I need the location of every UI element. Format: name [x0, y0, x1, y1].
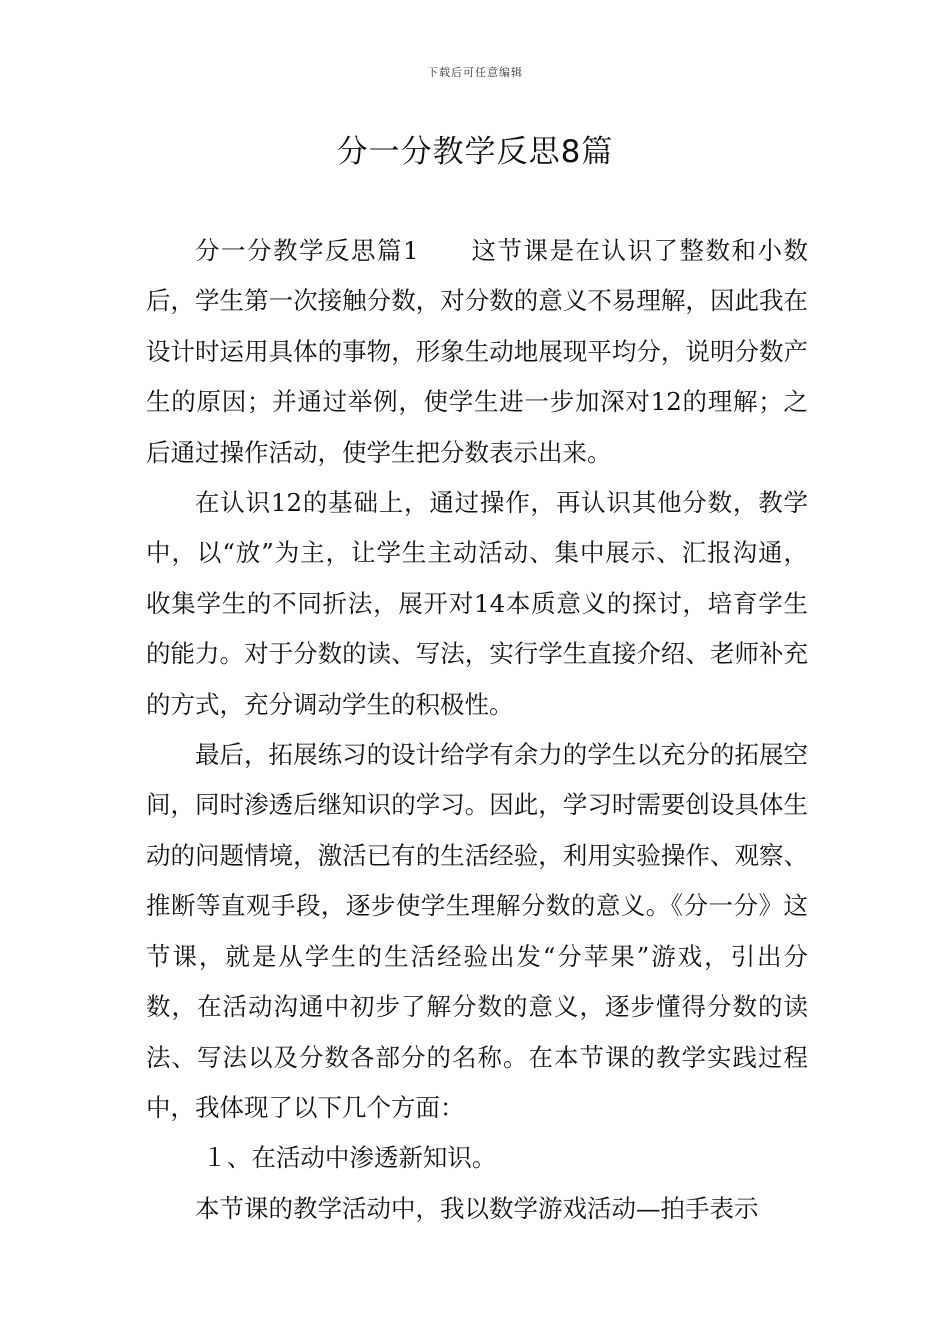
- header-note: 下载后可任意编辑: [427, 66, 523, 79]
- paragraph-2: 在认识12的基础上，通过操作，再认识其他分数，教学中，以“放”为主，让学生主动活动、集中展示、汇报沟通，收集学生的不同折法，展开对14本质意义的探讨，培育学生的能力。对于分数的读、写法，实行学生直接介绍、老师补充的方式，充分调动学生的积极性。: [146, 488, 808, 719]
- document-title: 分一分教学反思8篇: [336, 134, 614, 170]
- paragraph-1-text: 这节课是在认识了整数和小数后，学生第一次接触分数，对分数的意义不易理解，因此我在设计时运用具体的事物，形象生动地展现平均分，说明分数产生的原因；并通过举例，使学生进一步加深对12的理解；之后通过操作活动，使学生把分数表示出来。: [146, 236, 808, 467]
- paragraph-1: [146, 226, 808, 478]
- list-item-1: １、在活动中渗透新知识。: [202, 1143, 497, 1173]
- paragraph-3: 最后，拓展练习的设计给学有余力的学生以充分的拓展空间，同时渗透后继知识的学习。因此，学习时需要创设具体生动的问题情境，激活已有的生活经验，利用实验操作、观察、推断等直观手段，逐步使学生理解分数的意义。《分一分》这节课，就是从学生的生活经验出发“分苹果”游戏，引出分数，在活动沟通中初步了解分数的意义，逐步懂得分数的读法、写法以及分数各部分的名称。在本节课的教学实践过程中，我体现了以下几个方面：: [146, 740, 808, 1122]
- section-heading: 分一分教学反思篇1: [195, 236, 419, 265]
- paragraph-5: 本节课的教学活动中，我以数学游戏活动—拍手表示: [195, 1193, 759, 1223]
- document-body: [146, 226, 808, 1234]
